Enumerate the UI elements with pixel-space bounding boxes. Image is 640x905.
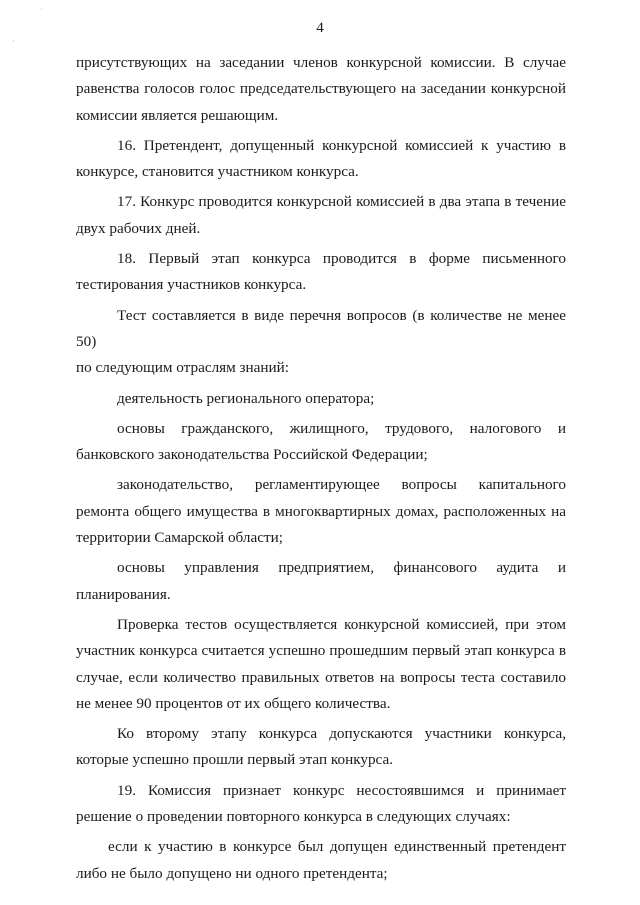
text-line: 17. Конкурс проводится конкурсной комиссией в два этапа в течение: [117, 193, 566, 211]
text-line: Ко второму этапу конкурса допускаются участники конкурса,: [117, 725, 566, 743]
text-line: тестирования участников конкурса.: [76, 276, 307, 294]
text-line: планирования.: [76, 585, 171, 603]
text-line: 16. Претендент, допущенный конкурсной комиссией к участию в: [117, 136, 566, 154]
text-line: случае, если количество правильных ответов на вопросы теста составило: [76, 668, 566, 686]
text-line: 18. Первый этап конкурса проводится в форме письменного: [117, 250, 566, 268]
scan-mark: ·: [12, 36, 15, 46]
text-line: равенства голосов голос председательствующего на заседании конкурсной: [76, 80, 566, 98]
text-line: если к участию в конкурсе был допущен единственный претендент: [108, 838, 566, 856]
text-line: либо не было допущено ни одного претендента;: [76, 864, 388, 882]
text-line: двух рабочих дней.: [76, 219, 201, 237]
text-line: территории Самарской области;: [76, 529, 283, 547]
text-line: комиссии является решающим.: [76, 106, 279, 124]
text-line: которые успешно прошли первый этап конкурса.: [76, 751, 394, 769]
document-body: [76, 50, 566, 887]
scan-mark: ·: [40, 4, 43, 14]
page-number: 4: [316, 20, 324, 36]
text-line: 19. Комиссия признает конкурс несостоявшимся и принимает: [117, 781, 566, 799]
text-line: решение о проведении повторного конкурса в следующих случаях:: [76, 808, 511, 826]
text-line: ремонта общего имущества в многоквартирных домах, расположенных на: [76, 502, 566, 520]
text-line: конкурсе, становится участником конкурса.: [76, 163, 359, 181]
text-line: присутствующих на заседании членов конкурсной комиссии. В случае: [76, 54, 566, 71]
text-line: Проверка тестов осуществляется конкурсной комиссией, при этом: [117, 615, 566, 633]
text-line: по следующим отраслям знаний:: [76, 359, 290, 377]
text-line: участник конкурса считается успешно прошедшим первый этап конкурса в: [76, 642, 566, 660]
text-line: основы гражданского, жилищного, трудового, налогового и: [117, 419, 566, 437]
text-line: основы управления предприятием, финансового аудита и: [117, 559, 566, 577]
text-line: законодательство, регламентирующее вопросы капитального: [117, 476, 566, 494]
text-line: банковского законодательства Российской Федерации;: [76, 446, 428, 464]
text-line: деятельность регионального оператора;: [117, 389, 375, 407]
text-line: Тест составляется в виде перечня вопросов (в количестве не менее 50): [76, 306, 566, 350]
text-line: не менее 90 процентов от их общего количества.: [76, 694, 391, 712]
